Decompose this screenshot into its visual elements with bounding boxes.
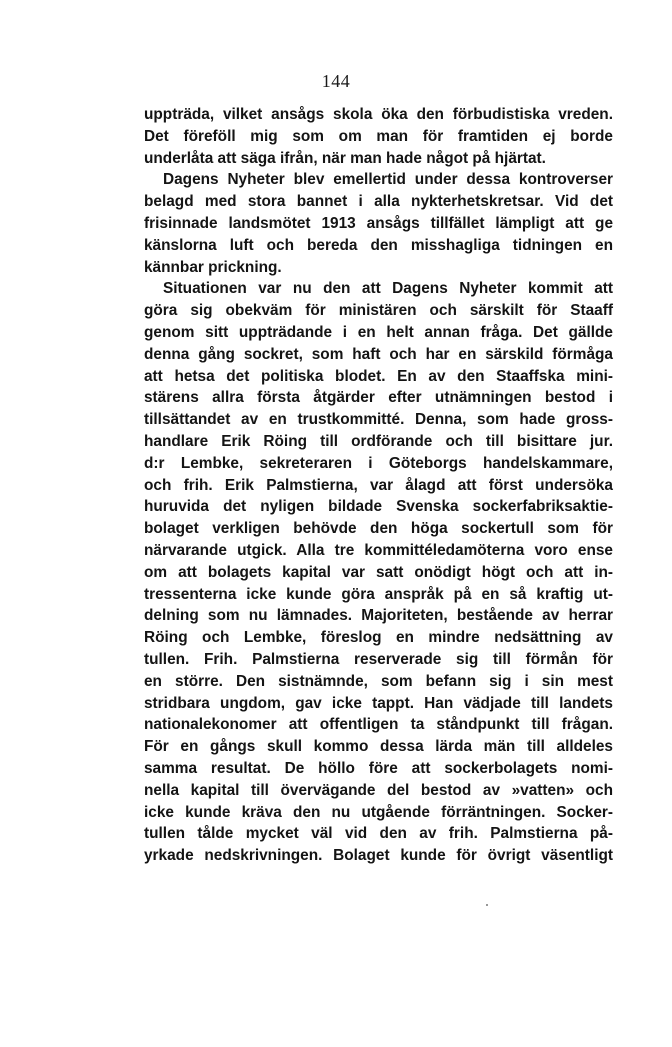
text-line: nationalekonomer att offentligen ta ståndpunkt till frågan.: [144, 716, 613, 734]
paragraph: [144, 169, 613, 278]
text-line: Det föreföll mig som om man för framtiden ej borde: [144, 127, 613, 145]
text-line: d:r Lembke, sekreteraren i Göteborgs handelskammare,: [144, 454, 613, 472]
text-line: Röing och Lembke, föreslog en mindre nedsättning av: [144, 629, 613, 647]
text-line: underlåta att säga ifrån, när man hade något på hjärtat.: [144, 149, 546, 167]
text-line: bolaget verkligen behövde den höga sockertull som för: [144, 520, 613, 538]
text-line: Situationen var nu den att Dagens Nyheter kommit att: [163, 280, 613, 298]
text-line: göra sig obekväm för ministären och särskilt för Staaff: [144, 302, 613, 320]
text-line: kännbar prickning.: [144, 258, 282, 276]
text-line: delning som nu lämnades. Majoriteten, bestående av herrar: [144, 607, 613, 625]
paragraph: [144, 278, 613, 867]
text-line: närvarande utgick. Alla tre kommittéledamöterna voro ense: [144, 541, 613, 559]
text-line: en större. Den sistnämnde, som befann sig i sin mest: [144, 672, 613, 690]
paper-speck: [486, 904, 488, 906]
page-number: 144: [321, 71, 351, 91]
text-line: känslorna luft och bereda den misshagliga tidningen en: [144, 236, 613, 254]
text-line: belagd med stora bannet i alla nykterhetskretsar. Vid det: [144, 193, 613, 211]
body-text: [144, 104, 613, 867]
text-line: tullen tålde mycket väl vid den av frih. Palmstierna på-: [144, 825, 613, 843]
text-line: uppträda, vilket ansågs skola öka den förbudistiska vreden.: [144, 106, 613, 123]
text-line: stärens allra första åtgärder efter utnämningen bestod i: [144, 389, 613, 407]
text-line: Dagens Nyheter blev emellertid under dessa kontroverser: [163, 171, 613, 189]
text-line: att hetsa det politiska blodet. En av den Staaffska mini-: [144, 367, 613, 385]
text-line: huruvida det nyligen bildade Svenska sockerfabriksaktie-: [144, 498, 613, 516]
text-line: frisinnade landsmötet 1913 ansågs tillfället lämpligt att ge: [144, 214, 613, 232]
text-line: denna gång sockret, som haft och har en särskild förmåga: [144, 345, 613, 363]
text-line: tressenterna icke kunde göra anspråk på en så kraftig ut-: [144, 585, 613, 603]
text-line: icke kunde kräva den nu utgående förräntningen. Socker-: [144, 803, 613, 821]
text-line: samma resultat. De höllo före att sockerbolagets nomi-: [144, 759, 613, 777]
text-line: genom sitt uppträdande i en helt annan fråga. Det gällde: [144, 323, 613, 341]
paragraph: [144, 104, 613, 169]
text-line: och frih. Erik Palmstierna, var ålagd att först undersöka: [144, 476, 613, 494]
text-line: handlare Erik Röing till ordförande och till bisittare jur.: [144, 432, 613, 450]
text-line: om att bolagets kapital var satt onödigt högt och att in-: [144, 563, 613, 581]
text-line: tillsättandet av en trustkommitté. Denna, som hade gross-: [144, 411, 613, 429]
text-line: nella kapital till övervägande del bestod av »vatten» och: [144, 781, 613, 799]
text-line: yrkade nedskrivningen. Bolaget kunde för övrigt väsentligt: [144, 847, 613, 865]
text-line: stridbara ungdom, gav icke tappt. Han vädjade till landets: [144, 694, 613, 712]
text-line: tullen. Frih. Palmstierna reserverade sig till förmån för: [144, 650, 613, 668]
text-line: För en gångs skull kommo dessa lärda män till alldeles: [144, 738, 613, 756]
